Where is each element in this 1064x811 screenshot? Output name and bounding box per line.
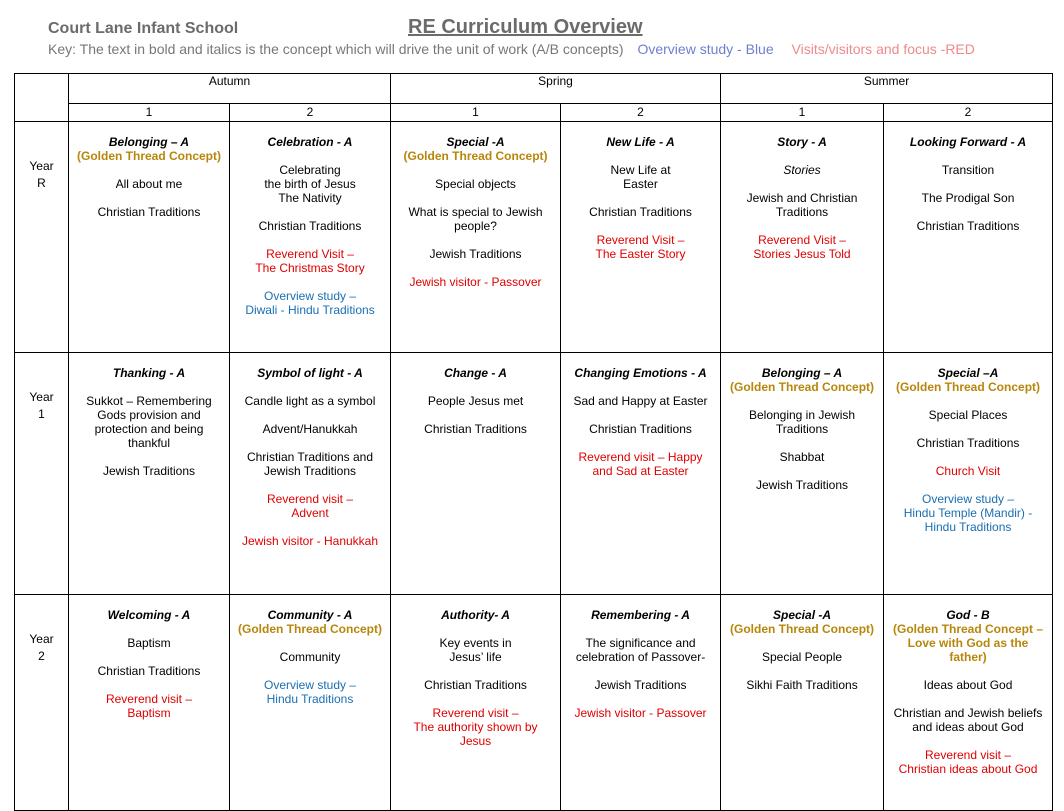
unit-text: Christian Traditions [424,422,527,436]
unit-text: Christian Traditions [424,678,527,692]
overview-study-note: Overview study – Hindu Temple (Mandir) - Hindu Traditions [903,492,1033,534]
unit-concept: Thanking - A [112,366,186,380]
spacer [395,261,556,275]
school-name: Court Lane Infant School [48,20,239,37]
unit-cell [391,353,561,595]
unit-cell [721,595,884,811]
half-term: 1 [721,104,884,122]
unit-text: Christian Traditions [916,436,1020,450]
unit-text: Christian Traditions [97,664,201,678]
corner-cell [15,74,69,122]
unit-cell [391,122,561,353]
spacer [73,163,225,177]
spacer [888,205,1048,219]
spacer [725,177,879,191]
spacer [234,436,386,450]
visit-note: Jewish visitor - Passover [409,275,542,289]
unit-text: Special objects [435,177,516,191]
spacer [565,692,716,706]
spacer [234,636,386,650]
visit-note: Church Visit [935,464,1001,478]
unit-concept: God - B [946,608,990,622]
spacer [565,191,716,205]
unit-text: Shabbat [779,450,825,464]
unit-concept: Change - A [444,366,507,380]
spacer [73,191,225,205]
spacer [888,177,1048,191]
unit-text: New Life at Easter [610,163,671,191]
spacer [725,149,879,163]
unit-text: Celebrating the birth of Jesus The Nativity [264,163,356,205]
half-term: 1 [69,104,230,122]
unit-text: Sukkot – Remembering Gods provision and protection and being thankful [86,394,212,450]
unit-concept: Authority- A [441,608,510,622]
spacer [888,149,1048,163]
visit-note: Reverend visit – Christian ideas about God [898,748,1038,776]
spacer [73,450,225,464]
visit-note: Reverend visit – Advent [266,492,354,520]
spacer [234,408,386,422]
unit-cell [884,353,1053,595]
overview-study-note: Overview study – Hindu Traditions [263,678,357,706]
unit-cell [884,122,1053,353]
spacer [565,408,716,422]
spacer [234,478,386,492]
overview-study-note: Overview study – Diwali - Hindu Traditions [245,289,375,317]
unit-cell [69,353,230,595]
unit-concept: Belonging – A [761,366,843,380]
year-label: Year 1 [15,353,69,595]
spacer [888,734,1048,748]
unit-text: Christian Traditions [258,219,362,233]
spacer [234,233,386,247]
year-row [15,353,1053,595]
unit-text: Special Places [928,408,1008,422]
unit-concept: Welcoming - A [107,608,191,622]
unit-cell [561,353,721,595]
half-term-row [15,104,1053,122]
unit-text: Jewish Traditions [594,678,687,692]
spacer [395,163,556,177]
spacer [565,380,716,394]
spacer [73,650,225,664]
visit-note: Reverend Visit – The Easter Story [595,233,686,261]
visit-note: Reverend visit – Baptism [105,692,193,720]
unit-cell [561,595,721,811]
term-header-row [15,74,1053,104]
unit-concept: Looking Forward - A [909,135,1027,149]
unit-concept: Special -A [773,608,832,622]
term-summer: Summer [721,74,1053,104]
unit-text: Christian and Jewish beliefs and ideas about God [893,706,1043,734]
year-label: Year R [15,122,69,353]
unit-text: The significance and celebration of Passover- [575,636,706,664]
unit-text: Baptism [127,636,171,650]
unit-text: Special People [761,650,843,664]
spacer [234,664,386,678]
half-term: 2 [230,104,391,122]
spacer [395,191,556,205]
visit-note: Reverend Visit – Stories Jesus Told [753,233,851,261]
key-blue: Overview study - Blue [637,41,774,57]
visit-note: Reverend visit – Happy and Sad at Easter [578,450,703,478]
spacer [565,149,716,163]
unit-text: Jewish and Christian Traditions [746,191,858,219]
visit-note: Reverend Visit – The Christmas Story [255,247,365,275]
unit-text: Ideas about God [923,678,1013,692]
spacer [395,380,556,394]
spacer [73,622,225,636]
unit-text: Belonging in Jewish Traditions [748,408,856,436]
spacer [888,422,1048,436]
unit-text: Jewish Traditions [429,247,522,261]
spacer [888,478,1048,492]
golden-thread-label: (Golden Thread Concept – Love with God as the father) [893,622,1044,664]
spacer [888,664,1048,678]
curriculum-table [14,73,1053,811]
unit-text: Christian Traditions [916,219,1020,233]
unit-concept: Celebration - A [267,135,353,149]
spacer [73,380,225,394]
unit-cell [391,595,561,811]
spacer [234,380,386,394]
golden-thread-label: (Golden Thread Concept) [730,622,875,636]
unit-cell [721,122,884,353]
unit-concept: Community - A [267,608,353,622]
unit-cell [69,595,230,811]
golden-thread-label: (Golden Thread Concept) [77,149,221,163]
term-autumn: Autumn [69,74,391,104]
unit-cell [721,353,884,595]
golden-thread-label: (Golden Thread Concept) [238,622,382,636]
spacer [395,408,556,422]
spacer [565,436,716,450]
unit-concept: Symbol of light - A [257,366,363,380]
spacer [234,520,386,534]
unit-cell [884,595,1053,811]
unit-cell [230,122,391,353]
unit-cell [69,122,230,353]
unit-text: People Jesus met [427,394,524,408]
unit-text: Sad and Happy at Easter [573,394,708,408]
unit-concept: Special -A [446,135,505,149]
spacer [565,219,716,233]
key-legend [48,41,975,57]
unit-text: Key events in Jesus’ life [439,636,512,664]
golden-thread-label: (Golden Thread Concept) [896,380,1041,394]
spacer [395,622,556,636]
spacer [395,692,556,706]
spacer [395,233,556,247]
spacer [725,219,879,233]
golden-thread-label: (Golden Thread Concept) [403,149,548,163]
year-row [15,595,1053,811]
key-red: Visits/visitors and focus -RED [791,41,975,57]
spacer [888,692,1048,706]
year-label: Year 2 [15,595,69,811]
half-term: 2 [884,104,1053,122]
spacer [234,149,386,163]
spacer [725,436,879,450]
visit-note: Jewish visitor - Hanukkah [241,534,379,548]
unit-text: Candle light as a symbol [244,394,376,408]
spacer [234,275,386,289]
unit-text: Advent/Hanukkah [262,422,358,436]
spacer [888,394,1048,408]
spacer [395,664,556,678]
half-term: 2 [561,104,721,122]
unit-text: Transition [941,163,995,177]
unit-cell [230,595,391,811]
spacer [725,464,879,478]
unit-concept: Story - A [777,135,827,149]
unit-text: Christian Traditions [589,205,692,219]
golden-thread-label: (Golden Thread Concept) [730,380,875,394]
unit-concept: New Life - A [606,135,675,149]
key-text: Key: The text in bold and italics is the concept which will drive the unit of work (A/B concepts) [48,41,624,57]
unit-text: Christian Traditions [97,205,201,219]
spacer [725,636,879,650]
spacer [565,664,716,678]
unit-text: The Prodigal Son [921,191,1015,205]
spacer [234,205,386,219]
unit-concept: Remembering - A [591,608,690,622]
unit-text: Stories [783,163,821,177]
unit-concept: Belonging – A [108,135,190,149]
unit-concept: Changing Emotions - A [574,366,707,380]
unit-text: Jewish Traditions [755,478,849,492]
spacer [725,394,879,408]
unit-text: Sikhi Faith Traditions [746,678,858,692]
spacer [565,622,716,636]
visit-note: Jewish visitor - Passover [574,706,707,720]
unit-concept: Special –A [937,366,999,380]
page-title: RE Curriculum Overview [408,16,643,38]
unit-text: Jewish Traditions [102,464,196,478]
unit-text: Christian Traditions [589,422,692,436]
unit-cell [561,122,721,353]
unit-text: Christian Traditions and Jewish Traditions [246,450,374,478]
unit-text: All about me [115,177,183,191]
unit-text: What is special to Jewish people? [408,205,543,233]
spacer [725,664,879,678]
unit-cell [230,353,391,595]
spacer [888,450,1048,464]
spacer [73,678,225,692]
visit-note: Reverend visit – The authority shown by Jesus [413,706,538,748]
half-term: 1 [391,104,561,122]
term-spring: Spring [391,74,721,104]
year-row [15,122,1053,353]
unit-text: Community [279,650,341,664]
